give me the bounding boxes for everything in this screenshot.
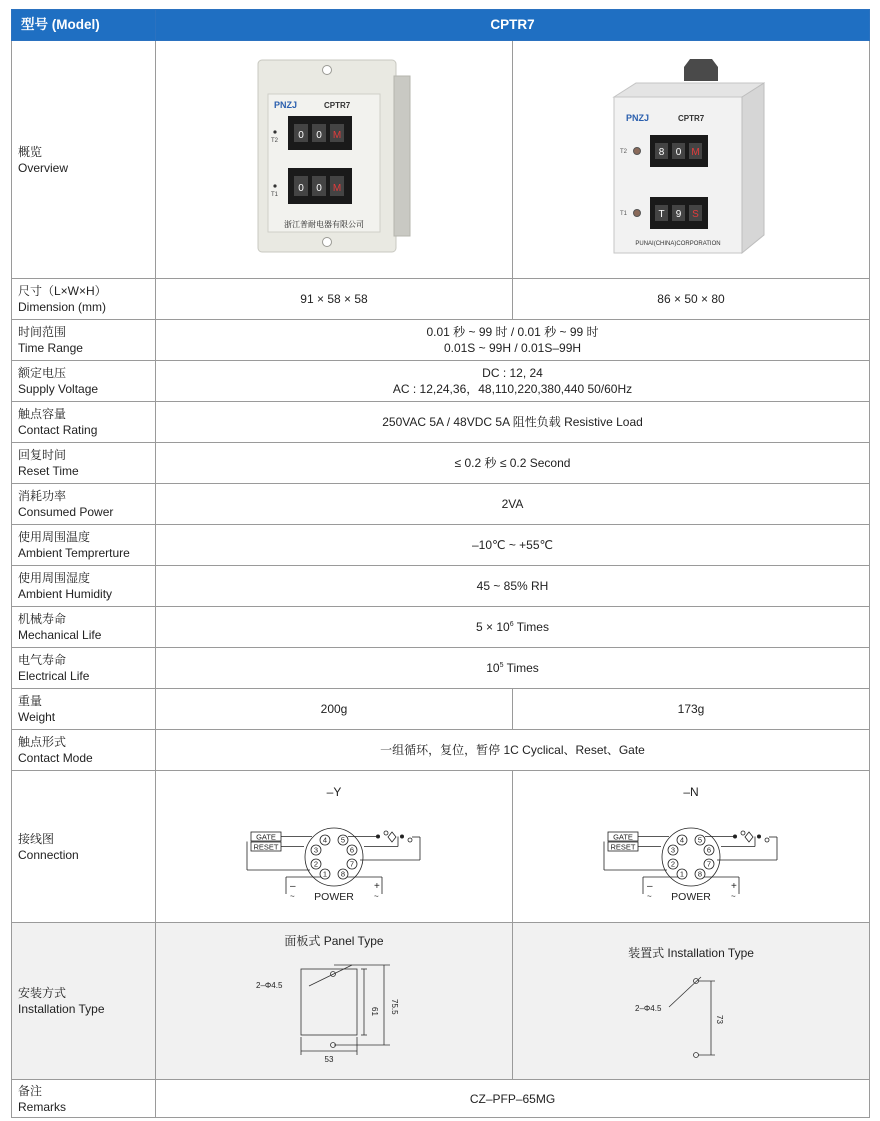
ambient-temp-row bbox=[12, 525, 870, 566]
diagram-title: –N bbox=[683, 784, 699, 799]
label-en: Time Range bbox=[18, 341, 83, 355]
label-cn: 时间范围 bbox=[18, 325, 67, 339]
value-base: 10 bbox=[486, 661, 500, 675]
tilde-right: ~ bbox=[731, 891, 736, 901]
plus-label: + bbox=[731, 880, 737, 892]
gate-label: GATE bbox=[613, 832, 633, 841]
pin-3: 3 bbox=[313, 845, 319, 855]
contact-rating-row bbox=[12, 402, 870, 443]
pin-6: 6 bbox=[349, 845, 355, 855]
digit-bottom-1: 0 bbox=[298, 183, 304, 194]
value-line-2: AC : 12,24,36，48,110,220,380,440 50/60Hz bbox=[392, 382, 633, 396]
device-brand: PNZJ bbox=[626, 113, 650, 123]
weight-value-1: 200g bbox=[156, 689, 513, 730]
pin-2: 2 bbox=[670, 859, 676, 869]
label-cn: 电气寿命 bbox=[18, 653, 67, 667]
label-cn: 重量 bbox=[18, 694, 43, 708]
pin-1: 1 bbox=[322, 869, 328, 879]
value-exponent: 5 bbox=[499, 662, 504, 669]
label-cn: 消耗功率 bbox=[18, 489, 67, 503]
height-dim: 73 bbox=[715, 1014, 724, 1024]
overview-device-2 bbox=[513, 41, 870, 279]
overview-device-1 bbox=[156, 41, 513, 279]
connection-row bbox=[12, 771, 870, 923]
label-en: Consumed Power bbox=[18, 505, 114, 519]
pin-3: 3 bbox=[670, 845, 676, 855]
time-range-row bbox=[12, 320, 870, 361]
t1-label: T1 bbox=[271, 192, 279, 198]
consumed-power-row bbox=[12, 484, 870, 525]
overview-label bbox=[12, 41, 156, 279]
dimension-row bbox=[12, 279, 870, 320]
label-cn: 使用周围湿度 bbox=[18, 571, 91, 585]
label-cn: 使用周围温度 bbox=[18, 530, 91, 544]
din-relay-image bbox=[606, 57, 776, 257]
device-maker: PUNAI(CHINA)CORPORATION bbox=[635, 241, 721, 247]
device-mount-drawing bbox=[591, 929, 791, 1074]
label-en: Ambient Humidity bbox=[18, 587, 113, 601]
model-label: 型号 (Model) bbox=[12, 10, 156, 41]
reset-label: RESET bbox=[610, 842, 636, 851]
dimension-value-2: 86 × 50 × 80 bbox=[513, 279, 870, 320]
value-unit: Times bbox=[513, 620, 549, 634]
time-range-value bbox=[156, 320, 870, 361]
ambient-temp-value: –10℃ ~ +55℃ bbox=[156, 525, 870, 566]
dimension-value-1: 91 × 58 × 58 bbox=[156, 279, 513, 320]
pin-8: 8 bbox=[340, 869, 346, 879]
value-base: 5 × 10 bbox=[476, 620, 510, 634]
digit-top-2: 0 bbox=[316, 130, 322, 141]
label-en: Contact Mode bbox=[18, 751, 93, 765]
t2-label: T2 bbox=[271, 138, 279, 144]
label-cn: 触点形式 bbox=[18, 735, 67, 749]
value-line-2: 0.01S ~ 99H / 0.01S–99H bbox=[443, 341, 582, 355]
electrical-life-row bbox=[12, 648, 870, 689]
digit-bottom-1: T bbox=[658, 209, 665, 220]
remarks-value: CZ–PFP–65MG bbox=[156, 1080, 870, 1118]
digit-bottom-2: 0 bbox=[316, 183, 322, 194]
reset-time-row bbox=[12, 443, 870, 484]
pin-5: 5 bbox=[697, 835, 703, 845]
power-label: POWER bbox=[314, 890, 354, 903]
plus-label: + bbox=[374, 880, 380, 892]
panel-title: 面板式 Panel Type bbox=[284, 933, 384, 948]
gate-label: GATE bbox=[256, 832, 276, 841]
digit-bottom-2: 9 bbox=[675, 209, 682, 220]
width-dim: 53 bbox=[324, 1054, 334, 1064]
mechanical-life-value bbox=[156, 607, 870, 648]
wiring-diagram bbox=[591, 782, 791, 912]
minus-label: – bbox=[647, 880, 653, 892]
header-row bbox=[12, 10, 870, 41]
ambient-humidity-row bbox=[12, 566, 870, 607]
installation-panel bbox=[156, 923, 513, 1080]
model-value: CPTR7 bbox=[156, 10, 870, 41]
minus-label: – bbox=[290, 880, 296, 892]
label-en: Supply Voltage bbox=[18, 382, 99, 396]
mechanical-life-row bbox=[12, 607, 870, 648]
label-cn: 回复时间 bbox=[18, 448, 67, 462]
label-en: Remarks bbox=[18, 1099, 67, 1114]
value-exponent: 6 bbox=[509, 621, 514, 628]
power-label: POWER bbox=[671, 890, 711, 903]
label-en: Installation Type bbox=[18, 1002, 105, 1016]
label-cn: 安装方式 bbox=[18, 986, 67, 1000]
device-model: CPTR7 bbox=[324, 101, 351, 110]
electrical-life-value bbox=[156, 648, 870, 689]
installation-row bbox=[12, 923, 870, 1080]
label-cn: 触点容量 bbox=[18, 407, 67, 421]
supply-voltage-value bbox=[156, 361, 870, 402]
pin-7: 7 bbox=[349, 859, 355, 869]
pin-1: 1 bbox=[679, 869, 685, 879]
t1-label: T1 bbox=[620, 211, 628, 217]
label-cn: 接线图 bbox=[18, 831, 55, 846]
reset-label: RESET bbox=[253, 842, 279, 851]
hole-spec: 2–Φ4.5 bbox=[256, 980, 283, 990]
t2-label: T2 bbox=[620, 149, 628, 155]
height-dim-2: 75.5 bbox=[390, 998, 399, 1015]
consumed-power-value: 2VA bbox=[156, 484, 870, 525]
height-dim-1: 61 bbox=[370, 1006, 379, 1016]
spec-table bbox=[11, 9, 870, 1118]
tilde-left: ~ bbox=[290, 891, 295, 901]
label-en: Ambient Temprerture bbox=[18, 546, 130, 560]
label-cn: 备注 bbox=[18, 1083, 43, 1098]
label-en: Mechanical Life bbox=[18, 628, 102, 642]
digit-bottom-3: S bbox=[692, 209, 699, 220]
value-line-1: 0.01 秒 ~ 99 时 / 0.01 秒 ~ 99 时 bbox=[426, 325, 599, 339]
label-en: Contact Rating bbox=[18, 423, 98, 437]
installation-title: 装置式 Installation Type bbox=[628, 945, 754, 960]
diagram-title: –Y bbox=[326, 784, 342, 799]
digit-top-3: M bbox=[332, 130, 342, 141]
label-cn: 机械寿命 bbox=[18, 612, 67, 626]
pin-7: 7 bbox=[706, 859, 712, 869]
supply-voltage-row bbox=[12, 361, 870, 402]
label-cn: 尺寸（L×W×H） bbox=[18, 284, 107, 298]
value-unit: Times bbox=[503, 661, 539, 675]
digit-top-1: 0 bbox=[298, 130, 304, 141]
installation-device bbox=[513, 923, 870, 1080]
pin-5: 5 bbox=[340, 835, 346, 845]
label-en: Reset Time bbox=[18, 464, 79, 478]
device-maker: 浙江普耐电器有限公司 bbox=[284, 220, 364, 229]
contact-mode-value: 一组循环，复位，暂停 1C Cyclical、Reset、Gate bbox=[156, 730, 870, 771]
pin-4: 4 bbox=[679, 835, 685, 845]
digit-bottom-3: M bbox=[332, 183, 342, 194]
value-line-1: DC : 12, 24 bbox=[482, 366, 543, 380]
digit-top-3: M bbox=[691, 147, 700, 158]
contact-mode-row bbox=[12, 730, 870, 771]
pin-8: 8 bbox=[697, 869, 703, 879]
weight-value-2: 173g bbox=[513, 689, 870, 730]
weight-row bbox=[12, 689, 870, 730]
label-en: Weight bbox=[18, 710, 56, 724]
connection-diagram-y bbox=[156, 771, 513, 923]
device-model: CPTR7 bbox=[678, 114, 705, 123]
digit-top-1: 8 bbox=[658, 147, 665, 158]
reset-time-value: ≤ 0.2 秒 ≤ 0.2 Second bbox=[156, 443, 870, 484]
pin-6: 6 bbox=[706, 845, 712, 855]
tilde-left: ~ bbox=[647, 891, 652, 901]
panel-relay-image bbox=[254, 52, 414, 262]
connection-diagram-n bbox=[513, 771, 870, 923]
pin-4: 4 bbox=[322, 835, 328, 845]
contact-rating-value: 250VAC 5A / 48VDC 5A 阻性负载 Resistive Load bbox=[156, 402, 870, 443]
hole-spec: 2–Φ4.5 bbox=[635, 1003, 662, 1013]
label-en: Dimension (mm) bbox=[18, 300, 107, 314]
ambient-humidity-value: 45 ~ 85% RH bbox=[156, 566, 870, 607]
label-cn: 概览 bbox=[18, 144, 43, 159]
wiring-diagram bbox=[234, 782, 434, 912]
remarks-row bbox=[12, 1080, 870, 1118]
label-en: Overview bbox=[18, 160, 69, 175]
label-cn: 额定电压 bbox=[18, 366, 67, 380]
pin-2: 2 bbox=[313, 859, 319, 869]
device-brand: PNZJ bbox=[274, 100, 298, 110]
tilde-right: ~ bbox=[374, 891, 379, 901]
panel-mount-drawing bbox=[234, 929, 434, 1074]
label-en: Electrical Life bbox=[18, 669, 90, 683]
overview-row bbox=[12, 41, 870, 279]
digit-top-2: 0 bbox=[675, 147, 682, 158]
label-en: Connection bbox=[18, 847, 79, 862]
